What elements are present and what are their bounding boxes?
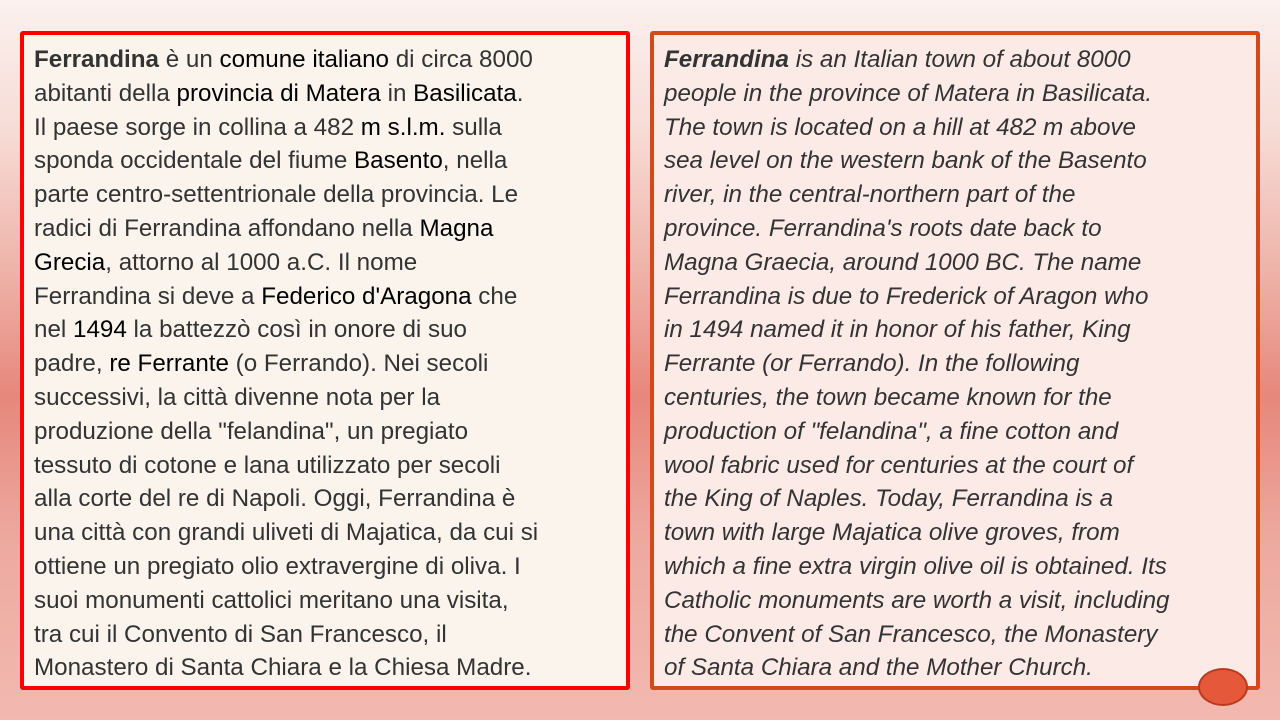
linked-term: 1494 [73,316,127,344]
english-text-line [664,280,1250,314]
linked-term: provincia di Matera [176,79,381,107]
english-text-line [664,381,1250,415]
bold-term: Ferrandina [664,46,790,73]
italian-text-line [34,516,618,550]
text-run: la battezzò così in onore di suo [126,316,467,344]
bold-term: Ferrandina [34,46,160,73]
english-text-line [664,550,1250,584]
text-run: parte centro-settentrionale della provincia. Le [34,181,519,209]
english-text-line [664,347,1250,381]
text-run: Magna Graecia, around 1000 BC. The name [664,248,1142,276]
english-text-line [664,482,1250,516]
text-run: tra cui il Convento di San Francesco, il [34,620,447,648]
italian-text-line [34,280,618,314]
linked-term: m [360,113,381,141]
text-run: una città con grandi uliveti di Majatica, da cui si [34,519,539,547]
english-text-line [664,212,1250,246]
text-run: . [516,79,524,107]
text-run: wool fabric used for centuries at the court of [664,451,1134,479]
text-run: che [471,282,518,310]
text-run: radici di Ferrandina affondano nella [34,214,420,242]
text-run: centuries, the town became known for the [664,383,1112,411]
text-run: the Convent of San Francesco, the Monastery [664,620,1158,648]
text-run: successivi, la città divenne nota per la [34,383,441,411]
italian-text-line [34,550,618,584]
text-run: The town is located on a hill at 482 m above [664,113,1136,141]
italian-text-line [34,347,618,381]
english-text-line [664,144,1250,178]
english-text-line [664,618,1250,652]
linked-term: Basilicata [413,79,517,107]
text-run: in [380,79,414,107]
text-run: river, in the central-northern part of the [664,181,1076,209]
italian-text-line [34,584,618,618]
italian-text-line [34,77,618,111]
text-run: the King of Naples. Today, Ferrandina is a [664,485,1114,513]
italian-text-line [34,651,618,685]
text-run: Catholic monuments are worth a visit, including [664,586,1170,614]
linked-term: Basento [354,147,443,175]
text-run: is an Italian town of about 8000 [789,46,1131,73]
italian-text-line [34,313,618,347]
text-run: padre, [34,350,110,378]
text-run: , attorno al 1000 a.C. Il nome [105,248,418,276]
english-text-line [664,415,1250,449]
italian-text-box [20,31,630,690]
text-run: , nella [442,147,508,175]
linked-term: italiano [312,46,389,73]
text-run: ottiene un pregiato olio extravergine di oliva. I [34,552,521,580]
italian-text-line [34,246,618,280]
text-run: alla corte del re di Napoli. Oggi, Ferrandina è [34,485,516,513]
text-run: Ferrandina si deve a [34,282,262,310]
text-run: Monastero di Santa Chiara e la Chiesa Madre. [34,654,532,682]
italian-text-line [34,43,618,77]
text-run: sulla [445,113,502,141]
italian-text-line [34,212,618,246]
text-run: suoi monumenti cattolici meritano una visita, [34,586,509,614]
italian-text-line [34,178,618,212]
english-text-line [664,449,1250,483]
text-run: town with large Majatica olive groves, from [664,519,1120,547]
italian-text-line [34,415,618,449]
text-run: of Santa Chiara and the Mother Church. [664,654,1093,682]
text-run: è un [159,46,220,73]
english-text-line [664,313,1250,347]
linked-term: s.l.m. [387,113,446,141]
linked-term: Federico d'Aragona [261,282,472,310]
text-run: sponda occidentale del fiume [34,147,355,175]
english-text-line [664,77,1250,111]
text-run: abitanti della [34,79,177,107]
text-run [381,114,388,141]
italian-text-line [34,618,618,652]
text-run: (o Ferrando). Nei secoli [228,350,489,378]
english-text-line [664,178,1250,212]
text-run: people in the province of Matera in Basilicata. [664,79,1153,107]
english-text-line [664,584,1250,618]
text-run: which a fine extra virgin olive oil is obtained. Its [664,552,1167,580]
text-run: produzione della "felandina", un pregiato [34,417,469,445]
text-run: di circa 8000 [389,46,533,73]
english-text-line [664,246,1250,280]
english-text-line [664,43,1250,77]
english-text-box [650,31,1260,690]
italian-text-line [34,449,618,483]
text-run: nel [34,316,73,344]
linked-term: Magna [419,214,494,242]
english-text-line [664,111,1250,145]
text-run: tessuto di cotone e lana utilizzato per secoli [34,451,501,479]
text-run: Ferrante (or Ferrando). In the following [664,350,1080,378]
text-run: in 1494 named it in honor of his father, King [664,316,1131,344]
text-run: production of "felandina", a fine cotton and [664,417,1119,445]
italian-text-line [34,482,618,516]
linked-term: comune [219,46,306,73]
text-run: Il paese sorge in collina a 482 [34,113,361,141]
italian-text-line [34,111,618,145]
text-run: province. Ferrandina's roots date back to [664,214,1102,242]
text-run: sea level on the western bank of the Basento [664,147,1147,175]
english-text-line [664,651,1250,685]
linked-term: Grecia [34,248,106,276]
text-run: Ferrandina is due to Frederick of Aragon who [664,282,1149,310]
italian-text-line [34,144,618,178]
linked-term: re Ferrante [109,350,229,378]
slide-number-badge [1198,668,1248,706]
italian-text-line [34,381,618,415]
english-text-line [664,516,1250,550]
